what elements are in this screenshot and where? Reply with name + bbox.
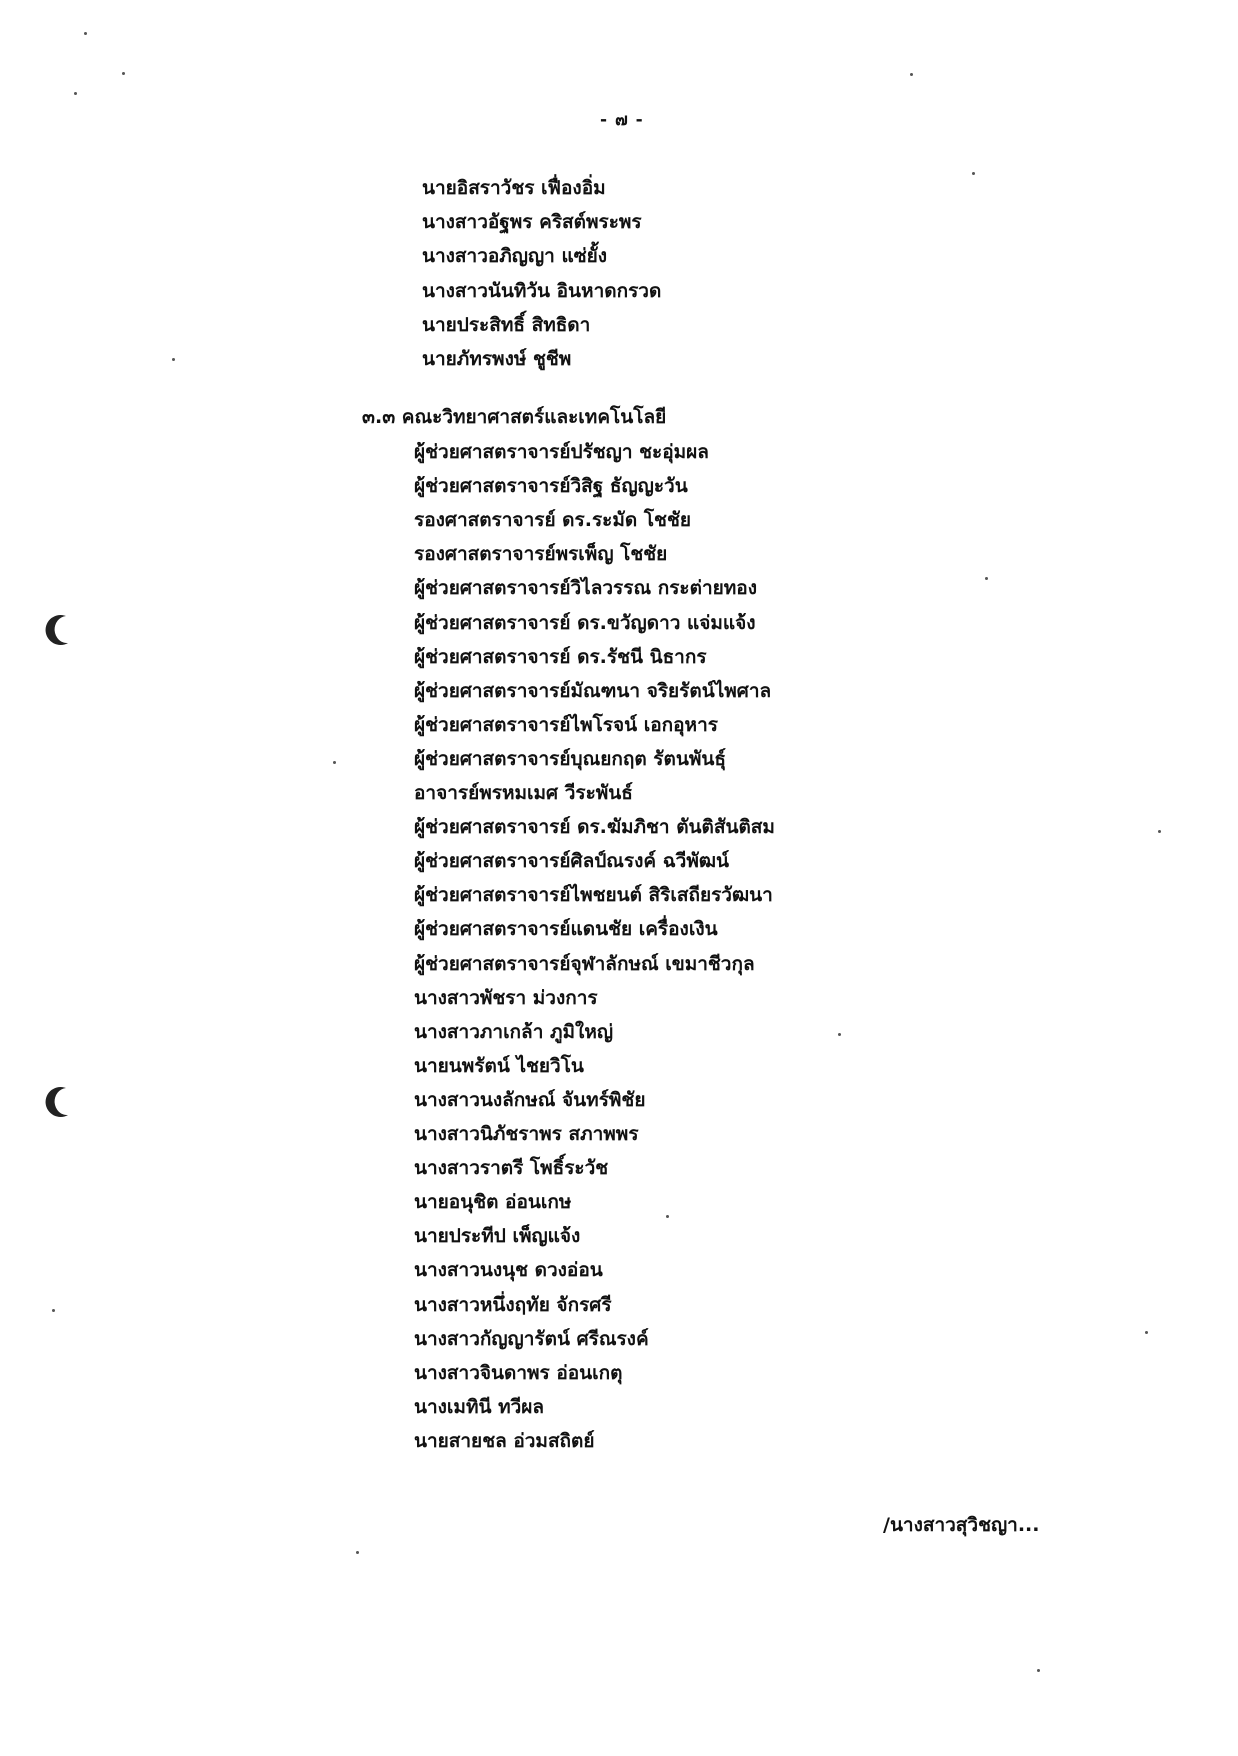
- name-entry: ผู้ช่วยศาสตราจารย์วิสิฐ ธัญญะวัน: [414, 475, 688, 498]
- scan-speck: [333, 761, 336, 764]
- name-entry: นางเมทินี ทวีผล: [414, 1395, 545, 1418]
- scan-speck: [84, 32, 87, 35]
- name-entry: นางสาวนงนุช ดวงอ่อน: [414, 1259, 603, 1282]
- name-entry: ผู้ช่วยศาสตราจารย์จุฬาลักษณ์ เขมาชีวกุล: [414, 952, 755, 975]
- page-number: - ๗ -: [600, 110, 644, 130]
- name-entry: อาจารย์พรหมเมศ วีระพันธ์: [414, 782, 633, 804]
- name-entry: ผู้ช่วยศาสตราจารย์ ดร.ฆัมภิชา ตันติสันติสม: [414, 816, 775, 839]
- name-entry: นางสาวอัฐพร คริสต์พระพร: [422, 211, 642, 234]
- scan-speck: [838, 1033, 841, 1036]
- name-entry: นายภัทรพงษ์ ชูชีพ: [422, 348, 572, 370]
- name-entry: นายนพรัตน์ ไชยวิโน: [414, 1054, 584, 1077]
- name-entry: นายประทีป เพ็ญแจ้ง: [414, 1225, 581, 1248]
- name-entry: นายประสิทธิ์ สิทธิดา: [422, 313, 591, 336]
- name-entry: ผู้ช่วยศาสตราจารย์ ดร.รัชนี นิธากร: [414, 645, 707, 668]
- name-entry: นางสาวหนึ่งฤทัย จักรศรี: [414, 1293, 612, 1316]
- name-entry: นางสาวกัญญารัตน์ ศรีณรงค์: [414, 1327, 649, 1350]
- continuation-reference: /นางสาวสุวิชญา...: [883, 1514, 1040, 1536]
- scan-speck: [1037, 1669, 1040, 1672]
- name-entry: ผู้ช่วยศาสตราจารย์ ดร.ขวัญดาว แจ่มแจ้ง: [414, 611, 756, 634]
- name-entry: นายอิสราวัชร เฟื่องอิ่ม: [422, 177, 606, 199]
- name-entry: นางสาวจินดาพร อ่อนเกตุ: [414, 1361, 623, 1384]
- scan-speck: [74, 92, 77, 95]
- name-entry: ผู้ช่วยศาสตราจารย์แดนชัย เครื่องเงิน: [414, 918, 718, 941]
- name-entry: นางสาวพัชรา ม่วงการ: [414, 986, 598, 1009]
- scan-speck: [1158, 830, 1161, 833]
- scan-speck: [910, 73, 913, 76]
- name-entry: ผู้ช่วยศาสตราจารย์วิไลวรรณ กระต่ายทอง: [414, 577, 757, 600]
- scan-speck: [172, 358, 175, 361]
- scan-speck: [985, 577, 988, 580]
- binder-hole-mark-icon: [40, 613, 74, 647]
- name-entry: นายอนุชิต อ่อนเกษ: [414, 1191, 572, 1214]
- section-heading: ๓.๓ คณะวิทยาศาสตร์และเทคโนโลยี: [362, 406, 667, 428]
- binder-hole-mark-icon: [40, 1085, 74, 1119]
- name-entry: ผู้ช่วยศาสตราจารย์ปรัชญา ชะอุ่มผล: [414, 441, 709, 463]
- name-entry: นางสาวภาเกล้า ภูมิใหญ่: [414, 1020, 614, 1043]
- scan-speck: [1145, 1331, 1148, 1334]
- name-entry: นางสาวนันทิวัน อินหาดกรวด: [422, 279, 662, 302]
- name-entry: นางสาวอภิญญา แซ่ยั้ง: [422, 245, 608, 268]
- scan-speck: [122, 72, 125, 75]
- name-entry: นายสายชล อ่วมสถิตย์: [414, 1429, 595, 1452]
- name-entry: รองศาสตราจารย์ ดร.ระมัด โชชัย: [414, 509, 691, 532]
- name-entry: รองศาสตราจารย์พรเพ็ญ โชชัย: [414, 543, 668, 566]
- scan-speck: [972, 172, 975, 175]
- name-entry: นางสาวนิภัชราพร สภาพพร: [414, 1123, 639, 1145]
- name-entry: ผู้ช่วยศาสตราจารย์ศิลป์ณรงค์ ฉวีพัฒน์: [414, 850, 729, 873]
- name-entry: นางสาวนงลักษณ์ จันทร์พิชัย: [414, 1088, 646, 1111]
- name-entry: นางสาวราตรี โพธิ์ระวัช: [414, 1157, 609, 1180]
- scan-speck: [52, 1309, 55, 1312]
- name-entry: ผู้ช่วยศาสตราจารย์มัณฑนา จริยรัตน์ไพศาล: [414, 679, 772, 702]
- name-entry: ผู้ช่วยศาสตราจารย์ไพโรจน์ เอกอุหาร: [414, 713, 718, 736]
- scan-speck: [666, 1215, 669, 1218]
- name-entry: ผู้ช่วยศาสตราจารย์ไพชยนต์ สิริเสถียรวัฒนา: [414, 884, 773, 907]
- scan-speck: [356, 1551, 359, 1554]
- name-entry: ผู้ช่วยศาสตราจารย์บุณยกฤต รัตนพันธุ์: [414, 747, 726, 770]
